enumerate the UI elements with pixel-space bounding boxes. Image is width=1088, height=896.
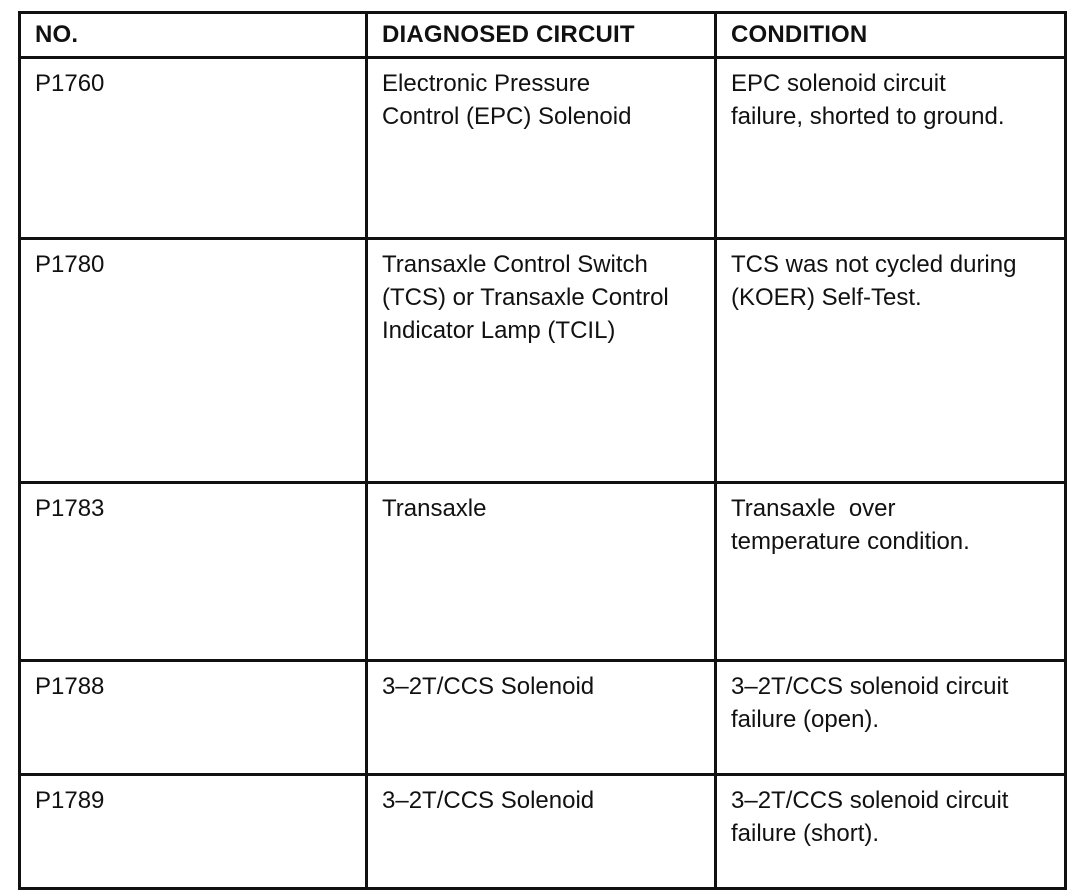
cell-circuit (367, 239, 716, 483)
table-row (20, 239, 1066, 483)
text-line: Electronic Pressure (382, 70, 591, 97)
text-line: 3–2T/CCS solenoid circuit (731, 673, 1009, 700)
text-line: (TCS) or Transaxle Control (382, 284, 669, 311)
cell-code: P1783 (20, 483, 367, 661)
text-line: Control (EPC) Solenoid (382, 103, 632, 130)
table-row (20, 58, 1066, 239)
text-line: temperature condition. (731, 528, 970, 555)
text-line: Transaxle Control Switch (382, 251, 648, 278)
cell-circuit (367, 775, 716, 889)
text-line: failure (short). (731, 820, 880, 847)
text-line: 3–2T/CCS Solenoid (382, 787, 595, 814)
cell-circuit (367, 661, 716, 775)
cell-condition (716, 58, 1066, 239)
cell-code: P1789 (20, 775, 367, 889)
cell-circuit (367, 483, 716, 661)
diagnostic-code-table (18, 11, 1067, 890)
table-row (20, 483, 1066, 661)
cell-condition (716, 661, 1066, 775)
table-header-row (20, 13, 1066, 58)
text-line: 3–2T/CCS Solenoid (382, 673, 595, 700)
table-row (20, 661, 1066, 775)
cell-code: P1788 (20, 661, 367, 775)
text-line: TCS was not cycled during (731, 251, 1017, 278)
cell-condition (716, 483, 1066, 661)
column-header-diagnosed-circuit: DIAGNOSED CIRCUIT (367, 13, 716, 58)
text-line: (KOER) Self-Test. (731, 284, 922, 311)
table-row (20, 775, 1066, 889)
text-line: Transaxle (382, 495, 487, 522)
text-line: EPC solenoid circuit (731, 70, 946, 97)
text-line: failure, shorted to ground. (731, 103, 1005, 130)
cell-circuit (367, 58, 716, 239)
column-header-no: NO. (20, 13, 367, 58)
cell-condition (716, 775, 1066, 889)
cell-condition (716, 239, 1066, 483)
cell-code: P1780 (20, 239, 367, 483)
cell-code: P1760 (20, 58, 367, 239)
text-line: Transaxle over (731, 495, 896, 522)
text-line: failure (open). (731, 706, 880, 733)
column-header-condition: CONDITION (716, 13, 1066, 58)
text-line: 3–2T/CCS solenoid circuit (731, 787, 1009, 814)
text-line: Indicator Lamp (TCIL) (382, 317, 616, 344)
